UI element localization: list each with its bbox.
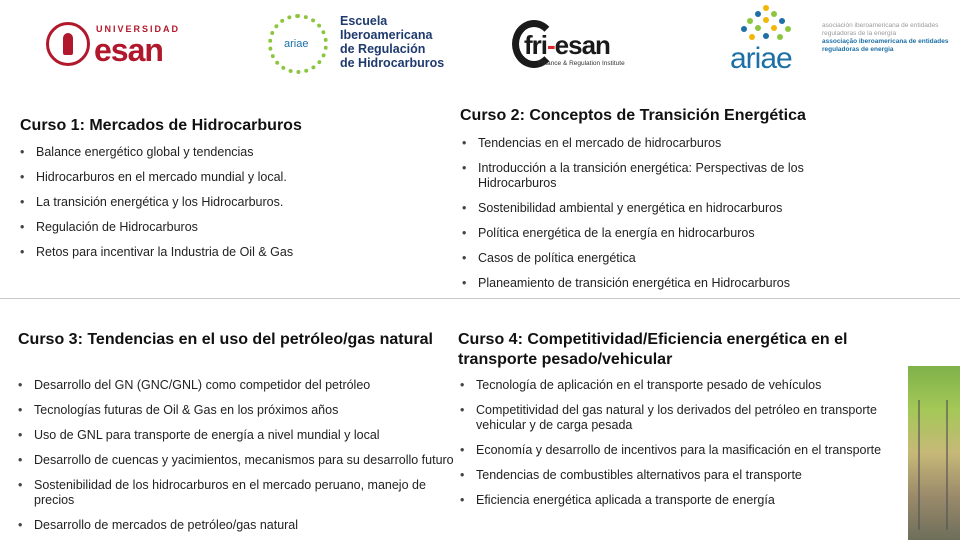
course3-item: • Uso de GNL para transporte de energía a nivel mundial y local [16, 428, 466, 443]
course1-item: • Hidrocarburos en el mercado mundial y local. [18, 170, 438, 185]
escuela-logo [268, 12, 468, 76]
escuela-line-2: Iberoamericana [340, 28, 433, 42]
course4-item: • Tendencias de combustibles alternativos para el transporte [458, 468, 888, 483]
fri-esan-logo [512, 18, 648, 74]
fri-wordmark-part-2: esan [554, 30, 610, 60]
esan-wordmark: esan [94, 32, 163, 68]
course3-item: • Tecnologías futuras de Oil & Gas en los próximos años [16, 403, 466, 418]
escuela-seal-text: ariae [284, 38, 309, 50]
course2-item: • Casos de política energética [460, 251, 860, 266]
divider-left [0, 298, 450, 299]
ariae-description-es: asociación iberoamericana de entidades reguladoras de la energía [822, 22, 939, 37]
course1-list [18, 145, 438, 260]
pylon-icon [918, 400, 948, 530]
ariae-description [822, 22, 958, 62]
course2-item: • Planeamiento de transición energética en Hidrocarburos [460, 276, 860, 291]
ariae-description-pt: associação iberoamericana de entidades reguladoras de energia [822, 38, 949, 53]
course3-list [16, 378, 466, 533]
escuela-line-1: Escuela [340, 14, 388, 28]
course1-title: Curso 1: Mercados de Hidrocarburos [20, 117, 302, 134]
ariae-logo [728, 4, 804, 78]
escuela-seal-icon [268, 14, 328, 74]
fri-wordmark-part-1: fri [524, 30, 547, 60]
course4-item: • Tecnología de aplicación en el transporte pesado de vehículos [458, 378, 888, 393]
course2-title: Curso 2: Conceptos de Transición Energética [460, 107, 806, 124]
course3-title: Curso 3: Tendencias en el uso del petróleo/gas natural [18, 331, 433, 348]
course2-list [460, 136, 860, 291]
fri-wordmark [524, 30, 610, 61]
esan-logo [44, 18, 194, 74]
course2-item: • Introducción a la transición energética: Perspectivas de los Hidrocarburos [460, 161, 860, 191]
course4-list [458, 378, 888, 508]
course4-item: • Eficiencia energética aplicada a transporte de energía [458, 493, 888, 508]
escuela-name [340, 14, 444, 70]
course1-item: • La transición energética y los Hidrocarburos. [18, 195, 438, 210]
esan-university-text: UNIVERSIDAD [96, 24, 181, 34]
divider-right [450, 298, 960, 299]
course2-item: • Tendencias en el mercado de hidrocarburos [460, 136, 860, 151]
course4-item: • Economía y desarrollo de incentivos para la masificación en el transporte [458, 443, 888, 458]
course1-item: • Regulación de Hidrocarburos [18, 220, 438, 235]
escuela-line-3: de Regulación [340, 42, 426, 56]
course1-item: • Retos para incentivar la Industria de Oil & Gas [18, 245, 438, 260]
fri-wordmark-dash: - [547, 30, 555, 60]
esan-seal-icon [46, 22, 90, 66]
course3-item: • Sostenibilidad de los hidrocarburos en el mercado peruano, manejo de precios [16, 478, 466, 508]
course4-title: Curso 4: Competitividad/Eficiencia energética en el transporte pesado/vehicular [458, 331, 848, 368]
course1-item: • Balance energético global y tendencias [18, 145, 438, 160]
course3-item: • Desarrollo de cuencas y yacimientos, mecanismos para su desarrollo futuro [16, 453, 466, 468]
course3-item: • Desarrollo del GN (GNC/GNL) como competidor del petróleo [16, 378, 466, 393]
ariae-dots-icon [736, 4, 796, 44]
fri-subtitle: Finance & Regulation Institute [538, 60, 625, 67]
course3-item: • Desarrollo de mercados de petróleo/gas natural [16, 518, 466, 533]
course2-item: • Sostenibilidad ambiental y energética en hidrocarburos [460, 201, 860, 216]
escuela-line-4: de Hidrocarburos [340, 56, 445, 70]
course4-item: • Competitividad del gas natural y los derivados del petróleo en transporte vehicular y de carga pesada [458, 403, 888, 433]
course2-item: • Política energética de la energía en hidrocarburos [460, 226, 860, 241]
ariae-wordmark: ariae [730, 42, 792, 75]
